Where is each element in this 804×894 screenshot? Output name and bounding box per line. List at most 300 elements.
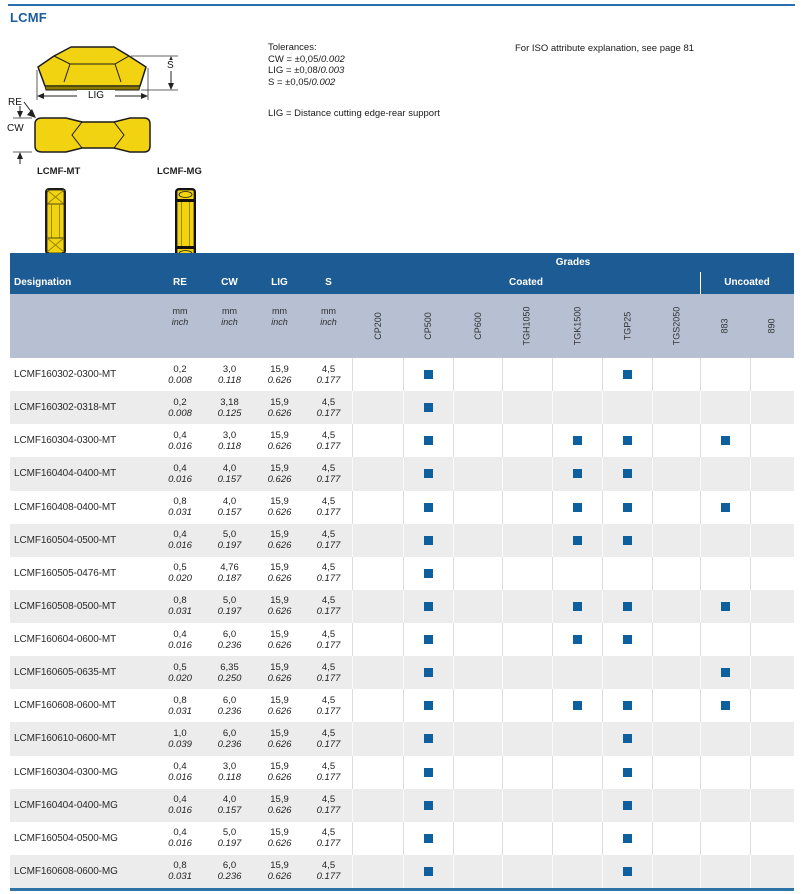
grade-cell-TGP25 <box>602 358 652 391</box>
lig-cell: 15,9 0.626 <box>267 363 292 386</box>
grade-cell-TGK1500 <box>552 391 602 424</box>
grade-cell-CP200 <box>352 457 403 490</box>
grade-cell-CP500 <box>403 457 453 490</box>
grade-column-label-TGS2050: TGS2050 <box>671 306 681 346</box>
grade-cell-TGS2050 <box>652 590 700 623</box>
table-bottom-rule <box>10 888 794 891</box>
grade-cell-CP200 <box>352 689 403 722</box>
grade-cell-890 <box>750 358 794 391</box>
grade-marker <box>623 602 632 611</box>
s-cell: 4,5 0.177 <box>316 429 341 452</box>
grade-cell-890 <box>750 391 794 424</box>
grade-column-label-890: 890 <box>767 318 777 334</box>
grade-cell-CP500 <box>403 557 453 590</box>
grade-cell-TGP25 <box>602 590 652 623</box>
grade-cell-TGP25 <box>602 722 652 755</box>
grade-cell-TGP25 <box>602 656 652 689</box>
designation-cell: LCMF160608-0600-MG <box>14 865 118 877</box>
grade-cell-CP500 <box>403 656 453 689</box>
grade-cell-CP600 <box>453 358 502 391</box>
grade-cell-TGS2050 <box>652 689 700 722</box>
re-cell: 0,5 0.020 <box>168 661 192 684</box>
grade-cell-CP500 <box>403 789 453 822</box>
lig-cell: 15,9 0.626 <box>267 595 292 618</box>
grade-cell-TGH1050 <box>502 722 552 755</box>
re-cell: 0,4 0.016 <box>168 827 192 850</box>
tolerances-block <box>268 42 345 88</box>
grade-cell-CP500 <box>403 722 453 755</box>
grade-cell-CP600 <box>453 789 502 822</box>
grade-cell-890 <box>750 424 794 457</box>
grade-marker <box>623 701 632 710</box>
grade-cell-TGP25 <box>602 557 652 590</box>
insert-photo-mg <box>175 188 196 260</box>
re-cell: 0,5 0.020 <box>168 562 192 585</box>
table-row <box>10 855 794 888</box>
grade-cell-TGS2050 <box>652 457 700 490</box>
designation-cell: LCMF160408-0400-MT <box>14 501 117 513</box>
grade-cell-883 <box>700 358 750 391</box>
s-cell: 4,5 0.177 <box>316 462 341 485</box>
grade-cell-TGP25 <box>602 689 652 722</box>
grade-cell-TGS2050 <box>652 623 700 656</box>
lig-definition-note: LIG = Distance cutting edge-rear support <box>268 108 440 119</box>
grade-cell-883 <box>700 590 750 623</box>
re-cell: 0,4 0.016 <box>168 529 192 552</box>
lig-cell: 15,9 0.626 <box>267 761 292 784</box>
grade-marker <box>424 867 433 876</box>
grade-cell-CP200 <box>352 358 403 391</box>
grade-cell-890 <box>750 822 794 855</box>
grade-marker <box>721 668 730 677</box>
grade-cell-TGS2050 <box>652 756 700 789</box>
grade-cell-883 <box>700 855 750 888</box>
grade-cell-CP600 <box>453 424 502 457</box>
grade-cell-TGS2050 <box>652 855 700 888</box>
grade-marker <box>573 503 582 512</box>
grade-cell-890 <box>750 789 794 822</box>
grade-cell-CP200 <box>352 623 403 656</box>
grade-cell-890 <box>750 689 794 722</box>
grade-cell-CP600 <box>453 656 502 689</box>
re-cell: 0,2 0.008 <box>168 363 192 386</box>
grade-cell-883 <box>700 424 750 457</box>
s-cell: 4,5 0.177 <box>316 396 341 419</box>
grade-cell-TGH1050 <box>502 524 552 557</box>
grade-cell-890 <box>750 524 794 557</box>
grade-cell-CP200 <box>352 656 403 689</box>
grade-cell-TGH1050 <box>502 424 552 457</box>
cw-cell: 3,0 0.118 <box>217 761 242 784</box>
grade-marker <box>424 834 433 843</box>
grade-cell-CP600 <box>453 557 502 590</box>
lig-cell: 15,9 0.626 <box>267 827 292 850</box>
designation-cell: LCMF160505-0476-MT <box>14 567 117 579</box>
grade-cell-CP200 <box>352 524 403 557</box>
grade-cell-890 <box>750 722 794 755</box>
grade-marker <box>424 602 433 611</box>
grade-marker <box>424 668 433 677</box>
grade-marker <box>424 503 433 512</box>
s-cell: 4,5 0.177 <box>316 661 341 684</box>
grade-marker <box>424 635 433 644</box>
grade-cell-TGK1500 <box>552 756 602 789</box>
grade-cell-TGS2050 <box>652 789 700 822</box>
table-row <box>10 491 794 524</box>
designation-cell: LCMF160504-0500-MG <box>14 832 118 844</box>
grade-cell-CP600 <box>453 756 502 789</box>
tolerance-line: LIG = ±0,08/0.003 <box>268 65 345 76</box>
s-cell: 4,5 0.177 <box>316 363 341 386</box>
table-row <box>10 822 794 855</box>
grade-cell-TGP25 <box>602 457 652 490</box>
table-row <box>10 391 794 424</box>
grade-cell-883 <box>700 722 750 755</box>
insert-top-view <box>35 118 150 152</box>
grade-cell-CP600 <box>453 689 502 722</box>
grade-marker <box>623 635 632 644</box>
designation-cell: LCMF160302-0300-MT <box>14 369 117 381</box>
grade-marker <box>721 436 730 445</box>
grade-cell-883 <box>700 623 750 656</box>
lig-cell: 15,9 0.626 <box>267 727 292 750</box>
unit-cw: mm inch <box>221 306 238 327</box>
grade-cell-CP200 <box>352 789 403 822</box>
grade-marker <box>573 436 582 445</box>
re-cell: 0,4 0.016 <box>168 628 192 651</box>
cw-cell: 4,76 0.187 <box>217 562 242 585</box>
s-cell: 4,5 0.177 <box>316 529 341 552</box>
page-title: LCMF <box>10 10 47 25</box>
re-cell: 1,0 0.039 <box>168 727 192 750</box>
grade-cell-TGK1500 <box>552 722 602 755</box>
cw-cell: 4,0 0.157 <box>217 496 242 519</box>
grade-cell-TGK1500 <box>552 424 602 457</box>
tolerance-line: CW = ±0,05/0.002 <box>268 53 345 65</box>
grade-cell-TGS2050 <box>652 491 700 524</box>
grade-column-label-TGH1050: TGH1050 <box>522 306 532 346</box>
table-row <box>10 623 794 656</box>
grade-cell-TGK1500 <box>552 789 602 822</box>
header-s: S <box>325 277 332 288</box>
grade-cell-890 <box>750 855 794 888</box>
grade-marker <box>623 370 632 379</box>
grade-cell-TGK1500 <box>552 855 602 888</box>
grade-cell-TGP25 <box>602 623 652 656</box>
grade-cell-TGH1050 <box>502 689 552 722</box>
re-cell: 0,4 0.016 <box>168 462 192 485</box>
cw-cell: 6,0 0.236 <box>217 628 242 651</box>
cw-cell: 6,0 0.236 <box>217 694 242 717</box>
header-grades: Grades <box>555 257 591 268</box>
grade-cell-CP500 <box>403 689 453 722</box>
lig-cell: 15,9 0.626 <box>267 694 292 717</box>
variant-label-mg: LCMF-MG <box>157 166 202 177</box>
grade-cell-TGK1500 <box>552 590 602 623</box>
table-row <box>10 722 794 755</box>
grade-cell-TGH1050 <box>502 789 552 822</box>
grade-marker <box>424 536 433 545</box>
unit-re: mm inch <box>171 306 189 327</box>
grade-column-label-CP500: CP500 <box>423 312 433 340</box>
coated-uncoated-divider <box>700 272 701 294</box>
grade-cell-CP600 <box>453 491 502 524</box>
s-cell: 4,5 0.177 <box>316 794 341 817</box>
grade-cell-CP600 <box>453 391 502 424</box>
lig-cell: 15,9 0.626 <box>267 628 292 651</box>
grade-marker <box>573 536 582 545</box>
re-cell: 0,8 0.031 <box>168 595 192 618</box>
cw-cell: 4,0 0.157 <box>217 794 242 817</box>
grade-cell-CP500 <box>403 524 453 557</box>
grade-cell-TGS2050 <box>652 557 700 590</box>
designation-cell: LCMF160404-0400-MG <box>14 799 118 811</box>
grade-marker <box>623 536 632 545</box>
cw-cell: 6,0 0.236 <box>217 860 242 883</box>
designation-cell: LCMF160508-0500-MT <box>14 600 117 612</box>
grade-marker <box>573 602 582 611</box>
grade-cell-CP200 <box>352 722 403 755</box>
grade-cell-TGP25 <box>602 391 652 424</box>
grade-cell-TGS2050 <box>652 722 700 755</box>
grade-column-label-TGP25: TGP25 <box>621 311 632 341</box>
tolerances-heading: Tolerances: <box>268 42 317 53</box>
grade-cell-883 <box>700 557 750 590</box>
unit-s: mm inch <box>320 306 337 327</box>
grade-marker <box>424 469 433 478</box>
grade-cell-CP500 <box>403 491 453 524</box>
designation-cell: LCMF160610-0600-MT <box>14 733 117 745</box>
grade-marker <box>721 701 730 710</box>
dim-label-re: RE <box>8 97 22 108</box>
lig-cell: 15,9 0.626 <box>267 496 292 519</box>
grade-cell-890 <box>750 457 794 490</box>
grade-cell-CP500 <box>403 756 453 789</box>
product-table <box>10 253 794 891</box>
re-cell: 0,2 0.008 <box>168 396 192 419</box>
grade-marker <box>573 635 582 644</box>
designation-cell: LCMF160604-0600-MT <box>14 634 117 646</box>
grade-cell-TGK1500 <box>552 623 602 656</box>
grade-cell-890 <box>750 491 794 524</box>
grade-cell-890 <box>750 557 794 590</box>
grade-cell-CP600 <box>453 457 502 490</box>
grade-cell-TGS2050 <box>652 656 700 689</box>
grade-cell-TGP25 <box>602 789 652 822</box>
cw-cell: 6,35 0.250 <box>217 661 242 684</box>
grade-marker <box>424 768 433 777</box>
grade-cell-883 <box>700 789 750 822</box>
grade-cell-TGK1500 <box>552 557 602 590</box>
grade-cell-TGP25 <box>602 491 652 524</box>
lig-cell: 15,9 0.626 <box>267 562 292 585</box>
grade-column-label-CP200: CP200 <box>372 312 383 340</box>
grade-marker <box>623 503 632 512</box>
grade-cell-TGH1050 <box>502 656 552 689</box>
grade-cell-TGS2050 <box>652 822 700 855</box>
grade-cell-TGK1500 <box>552 491 602 524</box>
grade-cell-TGH1050 <box>502 623 552 656</box>
s-cell: 4,5 0.177 <box>316 860 341 883</box>
lig-cell: 15,9 0.626 <box>267 529 292 552</box>
grade-marker <box>573 469 582 478</box>
designation-cell: LCMF160608-0600-MT <box>14 700 117 712</box>
grade-cell-TGK1500 <box>552 656 602 689</box>
table-row <box>10 756 794 789</box>
lig-cell: 15,9 0.626 <box>267 661 292 684</box>
grade-cell-883 <box>700 656 750 689</box>
grade-cell-TGK1500 <box>552 457 602 490</box>
grade-cell-TGH1050 <box>502 491 552 524</box>
grade-marker <box>424 801 433 810</box>
grade-cell-890 <box>750 756 794 789</box>
re-cell: 0,8 0.031 <box>168 694 192 717</box>
grade-cell-TGS2050 <box>652 391 700 424</box>
lig-cell: 15,9 0.626 <box>267 396 292 419</box>
grade-cell-883 <box>700 391 750 424</box>
grade-cell-CP200 <box>352 822 403 855</box>
grade-cell-TGP25 <box>602 524 652 557</box>
grade-cell-CP200 <box>352 855 403 888</box>
insert-dimension-drawing <box>8 38 258 268</box>
grade-cell-TGH1050 <box>502 590 552 623</box>
cw-cell: 5,0 0.197 <box>217 827 242 850</box>
cw-cell: 6,0 0.236 <box>217 727 242 750</box>
table-header <box>10 253 794 294</box>
grade-cell-CP200 <box>352 557 403 590</box>
cw-cell: 4,0 0.157 <box>217 462 242 485</box>
grade-cell-890 <box>750 623 794 656</box>
s-cell: 4,5 0.177 <box>316 628 341 651</box>
grade-cell-CP500 <box>403 855 453 888</box>
table-subheader <box>10 294 794 358</box>
grade-cell-CP200 <box>352 756 403 789</box>
table-row <box>10 358 794 391</box>
grade-cell-TGH1050 <box>502 756 552 789</box>
header-lig: LIG <box>271 277 288 288</box>
grade-cell-TGH1050 <box>502 457 552 490</box>
dim-label-cw: CW <box>7 123 24 134</box>
table-row <box>10 557 794 590</box>
designation-cell: LCMF160302-0318-MT <box>14 402 117 414</box>
table-row <box>10 789 794 822</box>
table-body <box>10 358 794 888</box>
cw-cell: 5,0 0.197 <box>217 529 242 552</box>
re-cell: 0,4 0.016 <box>168 761 192 784</box>
s-cell: 4,5 0.177 <box>316 827 341 850</box>
s-cell: 4,5 0.177 <box>316 562 341 585</box>
grade-cell-TGK1500 <box>552 524 602 557</box>
tolerance-line: S = ±0,05/0.002 <box>268 76 336 88</box>
grade-cell-CP200 <box>352 491 403 524</box>
s-cell: 4,5 0.177 <box>316 595 341 618</box>
s-cell: 4,5 0.177 <box>316 727 341 750</box>
grade-marker <box>623 768 632 777</box>
grade-cell-CP500 <box>403 358 453 391</box>
table-row <box>10 457 794 490</box>
grade-marker <box>721 602 730 611</box>
grade-cell-CP500 <box>403 424 453 457</box>
grade-cell-TGH1050 <box>502 557 552 590</box>
grade-cell-CP600 <box>453 524 502 557</box>
grade-cell-CP500 <box>403 623 453 656</box>
cw-cell: 3,0 0.118 <box>217 363 242 386</box>
insert-side-view <box>38 47 146 86</box>
grade-cell-CP200 <box>352 391 403 424</box>
grade-cell-CP600 <box>453 722 502 755</box>
header-uncoated: Uncoated <box>724 277 770 288</box>
designation-cell: LCMF160304-0300-MT <box>14 435 117 447</box>
grade-cell-883 <box>700 689 750 722</box>
s-cell: 4,5 0.177 <box>316 694 341 717</box>
s-cell: 4,5 0.177 <box>316 496 341 519</box>
grade-marker <box>623 436 632 445</box>
table-row <box>10 424 794 457</box>
header-designation: Designation <box>14 277 72 288</box>
table-row <box>10 656 794 689</box>
grade-marker <box>721 503 730 512</box>
grade-cell-TGS2050 <box>652 358 700 391</box>
grade-cell-883 <box>700 524 750 557</box>
grade-cell-CP600 <box>453 623 502 656</box>
header-re: RE <box>173 277 187 288</box>
table-row <box>10 524 794 557</box>
iso-attribute-note: For ISO attribute explanation, see page 81 <box>515 43 695 54</box>
grade-cell-TGK1500 <box>552 358 602 391</box>
grade-cell-CP600 <box>453 855 502 888</box>
top-divider-rule <box>8 4 795 6</box>
cw-cell: 5,0 0.197 <box>217 595 242 618</box>
grade-marker <box>424 734 433 743</box>
grade-marker <box>623 734 632 743</box>
variant-label-mt: LCMF-MT <box>37 166 81 177</box>
table-row <box>10 590 794 623</box>
grade-cell-890 <box>750 656 794 689</box>
cw-cell: 3,18 0.125 <box>217 396 242 419</box>
table-row <box>10 689 794 722</box>
grade-column-label-CP600: CP600 <box>472 312 483 340</box>
grade-cell-CP500 <box>403 822 453 855</box>
grade-cell-TGH1050 <box>502 391 552 424</box>
header-coated: Coated <box>509 277 543 288</box>
dim-label-s: S <box>167 60 174 71</box>
re-cell: 0,8 0.031 <box>168 496 192 519</box>
insert-photo-mt <box>45 188 66 255</box>
grade-marker <box>424 436 433 445</box>
grade-marker <box>573 701 582 710</box>
grade-cell-CP500 <box>403 391 453 424</box>
grade-cell-890 <box>750 590 794 623</box>
grade-marker <box>623 867 632 876</box>
grade-cell-TGP25 <box>602 822 652 855</box>
lig-cell: 15,9 0.626 <box>267 429 292 452</box>
grade-cell-CP600 <box>453 590 502 623</box>
designation-cell: LCMF160605-0635-MT <box>14 667 117 679</box>
lig-cell: 15,9 0.626 <box>267 860 292 883</box>
grade-marker <box>623 469 632 478</box>
header-cw: CW <box>221 277 238 288</box>
grade-cell-883 <box>700 822 750 855</box>
designation-cell: LCMF160404-0400-MT <box>14 468 117 480</box>
grade-marker <box>424 403 433 412</box>
grade-cell-TGP25 <box>602 756 652 789</box>
grade-column-label-883: 883 <box>720 318 730 334</box>
lig-cell: 15,9 0.626 <box>267 794 292 817</box>
grade-cell-TGP25 <box>602 424 652 457</box>
grade-cell-TGH1050 <box>502 855 552 888</box>
grade-marker <box>424 370 433 379</box>
s-cell: 4,5 0.177 <box>316 761 341 784</box>
